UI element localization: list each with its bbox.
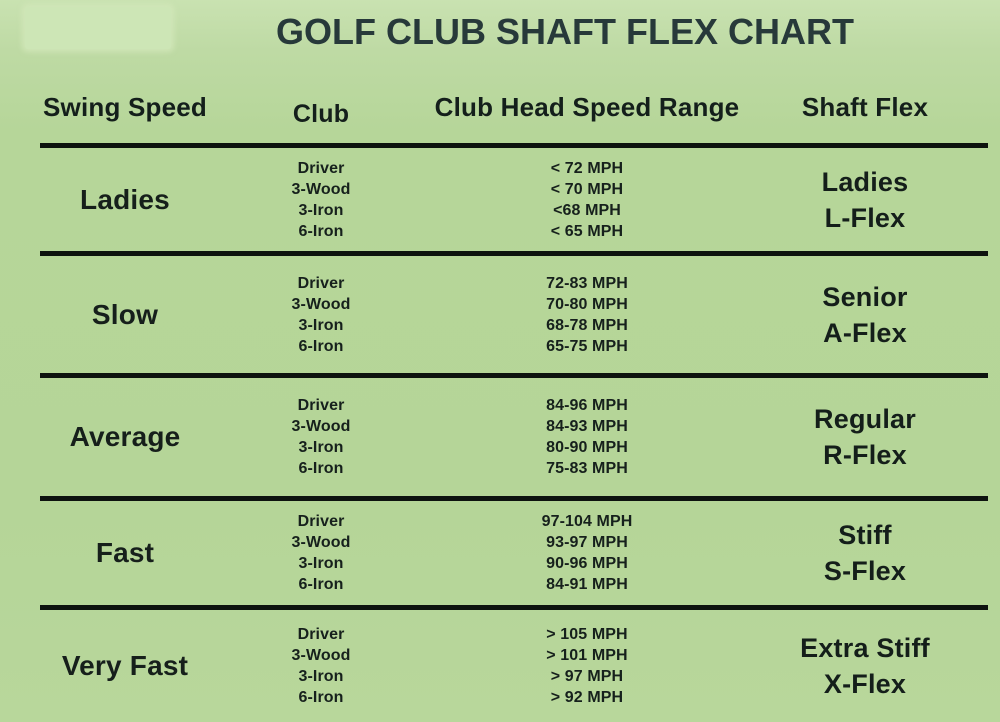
speed-range-item: 68-78 MPH [546, 316, 628, 334]
speed-range-item: 90-96 MPH [546, 555, 628, 572]
speed-range-item: < 65 MPH [550, 222, 624, 240]
club-list [210, 511, 432, 595]
flex-name: Stiff [838, 520, 892, 550]
shaft-flex-label [742, 630, 988, 702]
speed-range-item: < 70 MPH [550, 180, 624, 198]
shaft-flex-label [742, 279, 988, 351]
club-item: 6-Iron [298, 576, 344, 593]
chart-title: GOLF CLUB SHAFT FLEX CHART [276, 11, 854, 52]
speed-range-item: 80-90 MPH [546, 439, 628, 456]
flex-code: A-Flex [823, 317, 907, 348]
table-row-ladies [40, 143, 988, 251]
speed-range-item: 84-93 MPH [546, 418, 628, 435]
flex-name: Extra Stiff [800, 633, 930, 663]
club-item: 3-Wood [291, 534, 351, 551]
flex-code: S-Flex [823, 556, 907, 586]
flex-table [40, 143, 988, 722]
club-item: 3-Iron [298, 555, 344, 572]
speed-range-item: > 92 MPH [550, 689, 624, 706]
speed-range-item: 65-75 MPH [546, 337, 628, 355]
shaft-flex-label [742, 517, 988, 589]
club-item: 3-Iron [298, 201, 344, 219]
club-list [210, 273, 432, 357]
shaft-flex-label [742, 164, 988, 236]
table-row-average [40, 373, 988, 496]
flex-name: Senior [822, 281, 908, 312]
column-header-club: Club [292, 99, 350, 128]
club-item: 3-Wood [291, 295, 351, 313]
flex-code: L-Flex [824, 202, 906, 233]
flex-name: Ladies [821, 166, 909, 197]
club-list [210, 158, 432, 242]
speed-range-list [432, 158, 742, 242]
speed-range-list [432, 273, 742, 357]
club-item: 6-Iron [298, 222, 344, 240]
club-list [210, 395, 432, 479]
speed-range-item: 84-96 MPH [546, 397, 628, 414]
club-item: Driver [297, 159, 345, 177]
speed-range-list [432, 624, 742, 708]
club-item: 6-Iron [298, 337, 344, 355]
swing-speed-label: Average [69, 421, 181, 452]
club-item: 3-Iron [298, 668, 344, 685]
swing-speed-label: Fast [95, 537, 155, 568]
club-item: 6-Iron [298, 460, 344, 477]
club-item: Driver [297, 626, 345, 643]
speed-range-item: 93-97 MPH [546, 534, 628, 551]
speed-range-item: 75-83 MPH [546, 460, 628, 477]
speed-range-list [432, 395, 742, 479]
club-item: Driver [297, 397, 345, 414]
club-item: 3-Iron [298, 316, 344, 334]
table-header [40, 84, 988, 130]
table-row-fast [40, 496, 988, 605]
club-item: Driver [297, 274, 345, 292]
swing-speed-label: Very Fast [61, 650, 189, 681]
column-header-shaft-flex: Shaft Flex [801, 91, 929, 122]
speed-range-item: 97-104 MPH [541, 513, 633, 530]
speed-range-list [432, 511, 742, 595]
club-item: 3-Iron [298, 439, 344, 456]
flex-name: Regular [814, 404, 916, 434]
speed-range-item: <68 MPH [553, 201, 621, 219]
speed-range-item: 70-80 MPH [546, 295, 628, 313]
flex-code: R-Flex [823, 440, 907, 470]
table-row-slow [40, 251, 988, 373]
column-header-swing-speed: Swing Speed [42, 91, 207, 122]
speed-range-item: < 72 MPH [550, 159, 624, 177]
speed-range-item: 84-91 MPH [546, 576, 628, 593]
speed-range-item: 72-83 MPH [546, 274, 628, 292]
club-list [210, 624, 432, 708]
shaft-flex-label [742, 401, 988, 473]
speed-range-item: > 97 MPH [550, 668, 624, 685]
swing-speed-label: Ladies [80, 183, 170, 215]
swing-speed-label: Slow [91, 298, 159, 330]
speed-range-item: > 101 MPH [546, 647, 628, 664]
table-row-very-fast [40, 605, 988, 722]
speed-range-item: > 105 MPH [546, 626, 628, 643]
club-item: 3-Wood [291, 647, 351, 664]
column-header-speed-range: Club Head Speed Range [434, 91, 740, 122]
flex-code: X-Flex [823, 669, 907, 699]
club-item: 3-Wood [291, 418, 351, 435]
club-item: 6-Iron [298, 689, 344, 706]
club-item: Driver [297, 513, 345, 530]
club-item: 3-Wood [291, 180, 351, 198]
